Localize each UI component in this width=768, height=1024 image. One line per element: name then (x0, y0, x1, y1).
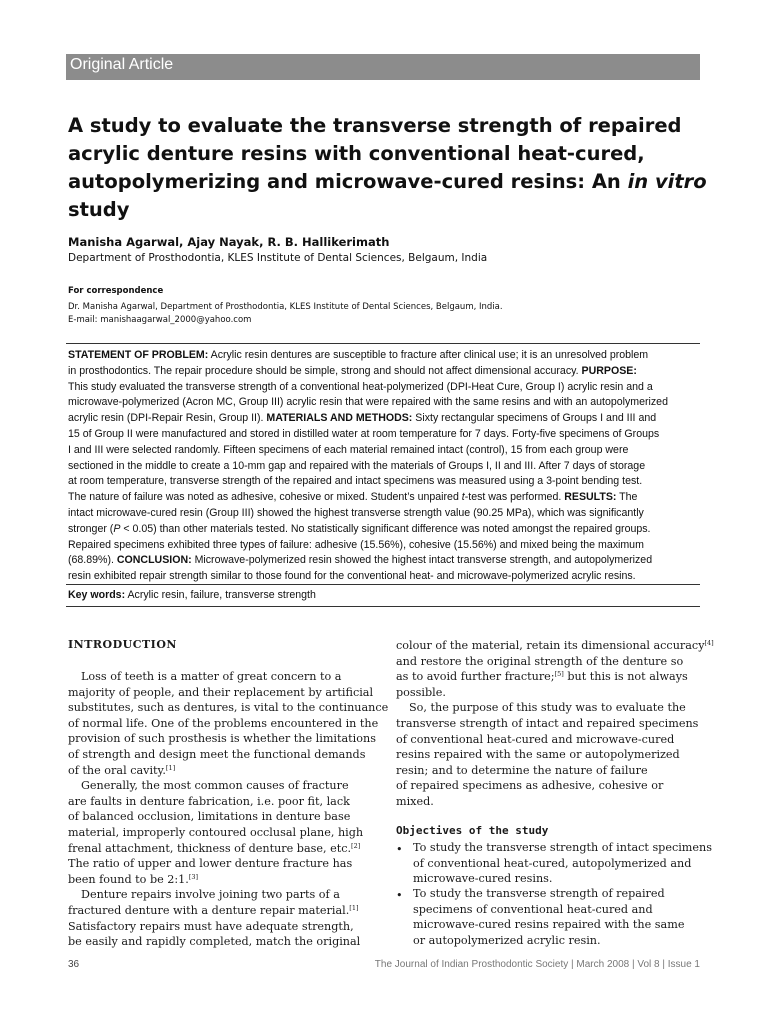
abstract: STATEMENT OF PROBLEM: Acrylic resin dentures are susceptible to fracture after clinical use; it is an unresolved problem in prosthodontics. The repair procedure should be simple, strong and should not affect dimensional accuracy. PURPOSE: This study evaluated the transverse strength of a conventional heat-polymerized (DPI-Heat Cure, Group I) acrylic resin and a microwave-polymerized (Acron MC, Group III) acrylic resin that were repaired with the same resins and with an autopolymerized acrylic resin (DPI-Repair Resin, Group II). MATERIALS AND METHODS: Sixty rectangular specimens of Groups I and III and 15 of Group II were manufactured and stored in distilled water at room temperature for 7 days. Forty-five specimens of Groups I and III were selected randomly. Fifteen specimens of each material remained intact (control), 15 from each group were sectioned in the middle to create a 10-mm gap and repaired with the materials of Groups I, II and III. After 7 days of storage at room temperature, transverse strength of the repaired and intact specimens was measured using a 3-point bending test. The nature of failure was noted as adhesive, cohesive or mixed. Student’s unpaired t-test was performed. RESULTS: The intact microwave-cured resin (Group III) showed the highest transverse strength value (90.25 MPa), which was significantly stronger (P < 0.05) than other materials tested. No statistically significant difference was noted amongst the repaired groups. Repaired specimens exhibited three types of failure: adhesive (15.56%), cohesive (15.56%) and mixed being the maximum (68.89%). CONCLUSION: Microwave-polymerized resin showed the highest intact transverse strength, and autopolymerized resin exhibited repair strength similar to those found for the conventional heat- and microwave-polymerized acrylic resins. (68, 349, 668, 583)
left-column: Loss of teeth is a matter of great concern to a majority of people, and their replacement by artificial substitutes, such as dentures, is vital to the continuance of normal life. One of the problems encountered in the provision of such prosthesis is whether the limitations of strength and design meet the functional demands of the oral cavity.[1] Generally, the most common causes of fracture are faults in denture fabrication, i.e. poor fit, lack of balanced occlusion, limitations in denture base material, improperly contoured occlusal plane, high frenal attachment, thickness of denture base, etc.[2] The ratio of upper and lower denture fracture has been found to be 2:1.[3] Denture repairs involve joining two parts of a fractured denture with a denture repair material.[1] Satisfactory repairs must have adequate strength, be easily and rapidly completed, match the original (68, 670, 389, 949)
objective-item: To study the transverse strength of repaired specimens of conventional heat-cured and microwave-cured resins repaired with the same or autopolymerized acrylic resin. (413, 887, 685, 947)
citation: [2] (351, 841, 361, 850)
section-label-bar (66, 54, 700, 80)
conclusion-label: CONCLUSION: (116, 554, 192, 567)
title-italic: in vitro (627, 170, 707, 193)
bullet-marker: • (396, 889, 403, 902)
keywords-label: Key words: (68, 589, 126, 601)
citation: [5] (554, 670, 564, 679)
keywords: Key words: Acrylic resin, failure, transverse strength (68, 589, 316, 601)
citation: [4] (704, 639, 714, 647)
introduction-heading: INTRODUCTION (68, 638, 177, 651)
author-list: Manisha Agarwal, Ajay Nayak, R. B. Hallikerimath (68, 235, 390, 249)
page-number: 36 (68, 959, 80, 970)
title-line: acrylic denture resins with conventional heat-cured, (68, 142, 645, 165)
right-column: colour of the material, retain its dimensional accuracy[4] and restore the original strength of the denture so as to avoid further fracture;[5] but this is not always possible. So, the purpose of this study was to evaluate the transverse strength of intact and repaired specimens of conventional heat-cured and microwave-cured resins repaired with the same or autopolymerized resin; and to determine the nature of failure of repaired specimens as adhesive, cohesive or mixed. (396, 639, 714, 808)
article-title (68, 112, 708, 224)
purpose-label: PURPOSE: (581, 364, 637, 377)
title-line: autopolymerizing and microwave-cured resins: An in vitro (68, 170, 707, 193)
methods-label: MATERIALS AND METHODS: (266, 412, 413, 425)
title-line: A study to evaluate the transverse strength of repaired (68, 114, 682, 137)
bullet-marker: • (396, 843, 403, 856)
section-label: Original Article (70, 56, 174, 73)
citation: [1] (165, 763, 176, 772)
correspondence-address: Dr. Manisha Agarwal, Department of Prosthodontia, KLES Institute of Dental Sciences, Belgaum, India. (68, 302, 503, 312)
statement-label: STATEMENT OF PROBLEM: (68, 349, 209, 361)
keywords-rule (66, 606, 700, 607)
correspondence-heading: For correspondence (68, 286, 164, 296)
citation: [1] (349, 903, 359, 912)
results-label: RESULTS: (564, 491, 617, 504)
affiliation: Department of Prosthodontia, KLES Institute of Dental Sciences, Belgaum, India (68, 252, 488, 264)
objective-item: To study the transverse strength of intact specimens of conventional heat-cured, autopolymerized and microwave-cured resins. (413, 841, 712, 886)
abstract-bottom-rule (66, 584, 700, 585)
journal-citation: The Journal of Indian Prosthodontic Society | March 2008 | Vol 8 | Issue 1 (374, 959, 700, 970)
objectives-heading: Objectives of the study (396, 824, 549, 837)
abstract-top-rule (66, 343, 700, 344)
correspondence-email: E-mail: manishaagarwal_2000@yahoo.com (68, 315, 252, 325)
citation: [3] (188, 872, 199, 881)
title-line: study (68, 198, 130, 221)
